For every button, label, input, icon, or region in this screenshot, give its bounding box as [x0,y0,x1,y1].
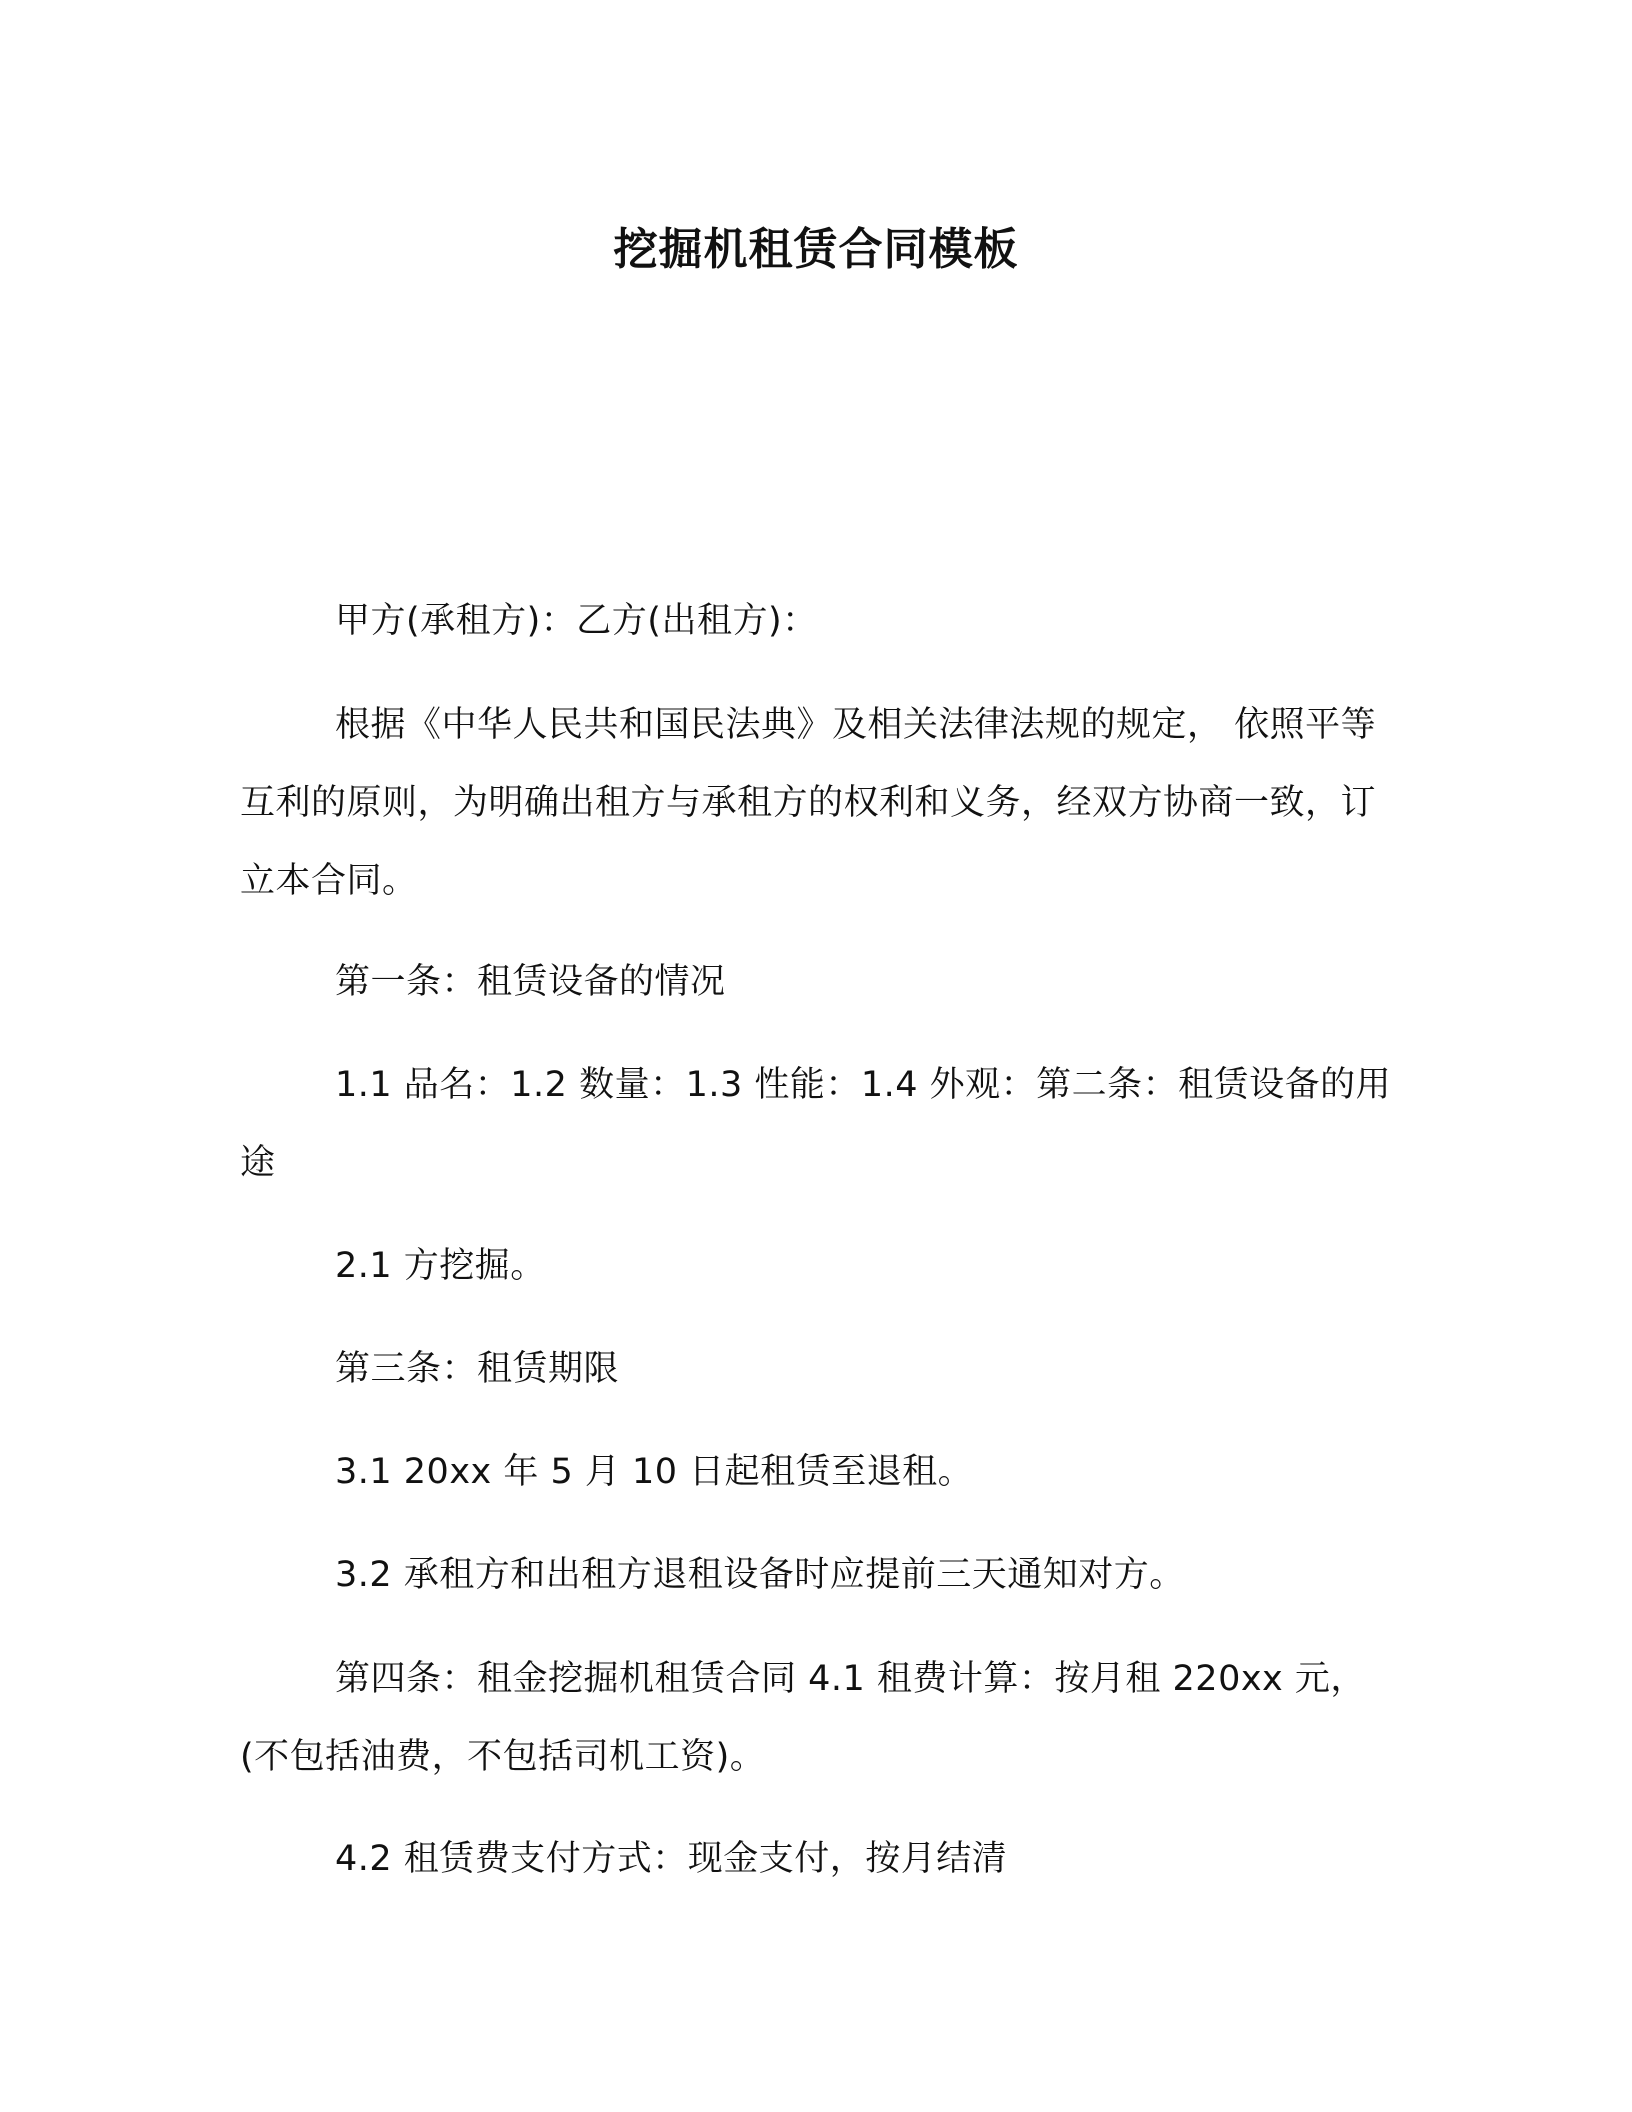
document-title: 挖掘机租赁合同模板 [613,224,1019,275]
lease-start-clause: 3.1 20xx 年 5 月 10 日起租赁至退租。 [335,1452,974,1492]
article-one-heading: 第一条：租赁设备的情况 [335,962,726,1002]
usage-clause: 2.1 方挖掘。 [335,1246,546,1286]
preamble-paragraph: 根据《中华人民共和国民法典》及相关法律法规的规定， 依照平等互利的原则，为明确出租方与承租方的权利和义务，经双方协商一致，订立本合同。 [240,705,1377,901]
parties-paragraph: 甲方(承租方)：乙方(出租方)： [335,601,818,641]
equipment-details-paragraph: 1.1 品名：1.2 数量：1.3 性能：1.4 外观：第二条：租赁设备的用途 [240,1065,1392,1183]
termination-notice-clause: 3.2 承租方和出租方退租设备时应提前三天通知对方。 [335,1555,1185,1595]
payment-method-clause: 4.2 租赁费支付方式：现金支付，按月结清 [335,1839,1008,1879]
article-three-heading: 第三条：租赁期限 [335,1349,620,1389]
rent-calculation-clause: 第四条：租金挖掘机租赁合同 4.1 租费计算：按月租 220xx 元，(不包括油费，不包括司机工资)。 [240,1659,1366,1777]
